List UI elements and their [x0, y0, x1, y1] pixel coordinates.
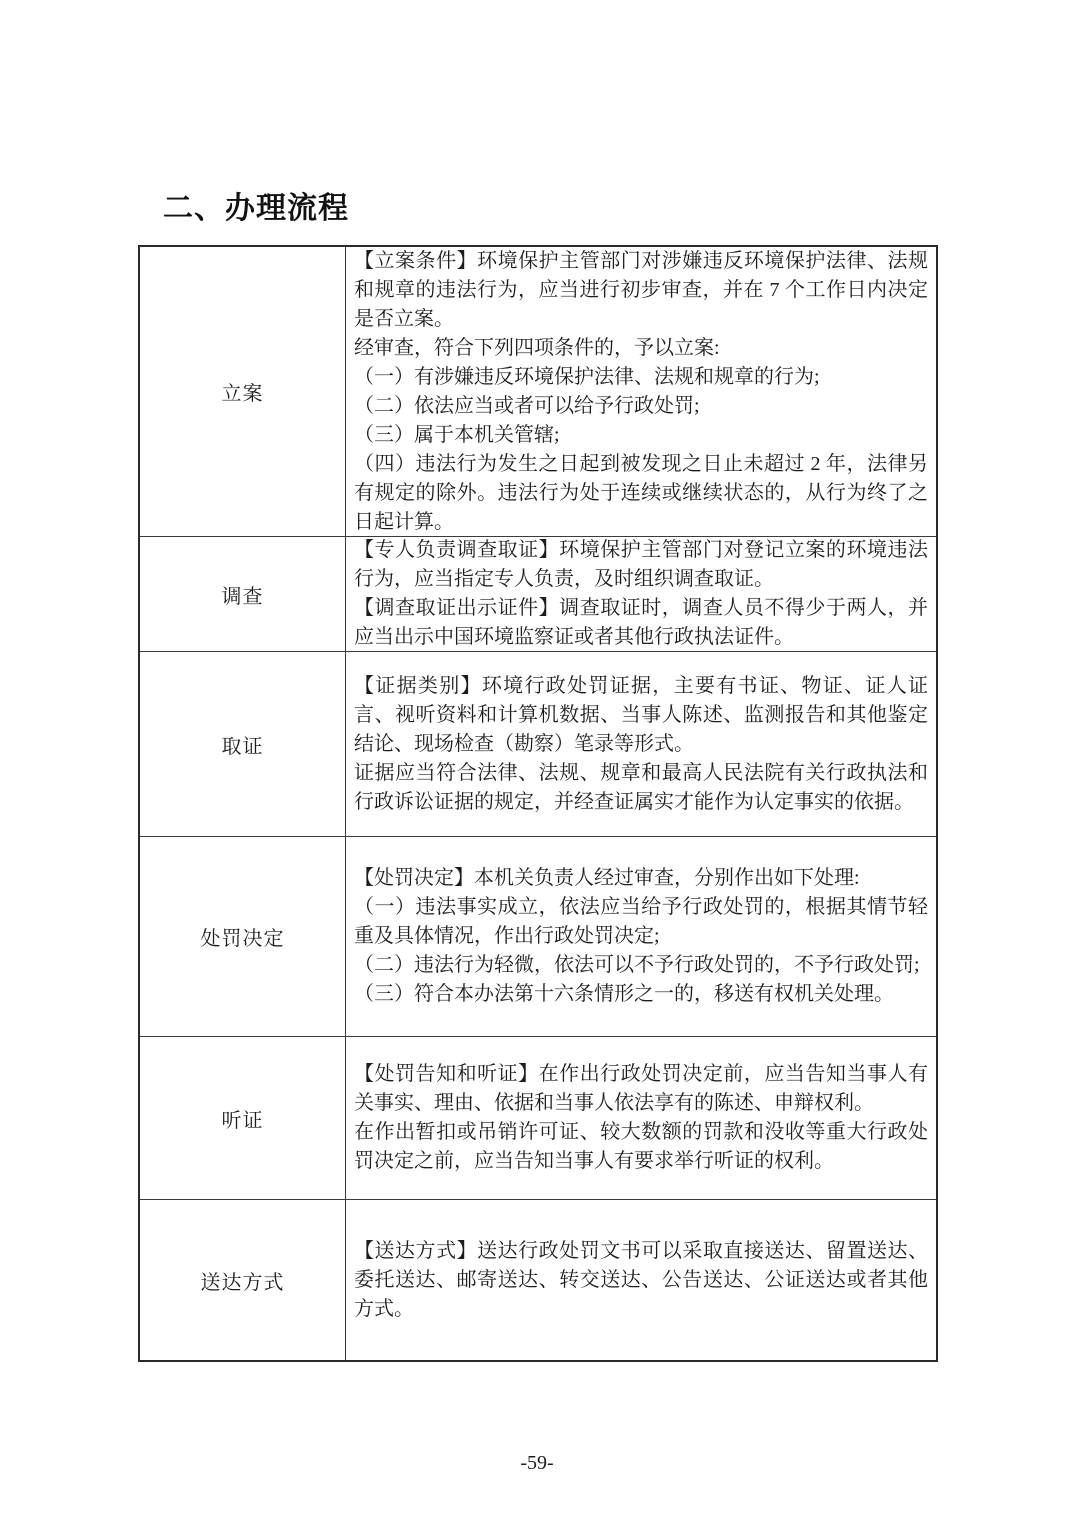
row-label-lian: 立案	[140, 247, 346, 536]
table-row-lian	[140, 247, 936, 537]
paragraph: （一）有涉嫌违反环境保护法律、法规和规章的行为;	[354, 365, 820, 388]
paragraph: （三）符合本办法第十六条情形之一的，移送有权机关处理。	[354, 983, 894, 1005]
paragraph: （二）依法应当或者可以给予行政处罚;	[354, 394, 700, 417]
paragraph: （四）违法行为发生之日起到被发现之日止未超过 2 年，法律另有规定的除外。违法行为处于连续或继续状态的，从行为终了之日起计算。	[354, 452, 928, 533]
row-content-quzheng	[346, 652, 936, 836]
row-label-tingzheng: 听证	[140, 1037, 346, 1199]
row-label-chufa-jueding: 处罚决定	[140, 837, 346, 1036]
paragraph: （一）违法事实成立，依法应当给予行政处罚的，根据其情节轻重及具体情况，作出行政处罚决定;	[354, 896, 928, 947]
paragraph: （三）属于本机关管辖;	[354, 423, 560, 446]
paragraph: 【处罚决定】本机关负责人经过审查，分别作出如下处理:	[354, 867, 860, 889]
paragraph: （二）违法行为轻微，依法可以不予行政处罚的，不予行政处罚;	[354, 954, 920, 976]
table-row-diaocha	[140, 537, 936, 652]
paragraph: 证据应当符合法律、法规、规章和最高人民法院有关行政执法和行政诉讼证据的规定，并经查证属实才能作为认定事实的依据。	[354, 761, 928, 813]
row-content-tingzheng	[346, 1037, 936, 1199]
paragraph: 【调查取证出示证件】调查取证时，调查人员不得少于两人，并应当出示中国环境监察证或者其他行政执法证件。	[354, 597, 928, 648]
section-title: 二、办理流程	[163, 192, 349, 225]
table-row-quzheng	[140, 652, 936, 837]
row-content-lian	[346, 247, 936, 536]
page-number: -59-	[520, 1452, 554, 1474]
table-row-songda-fangshi	[140, 1200, 936, 1360]
paragraph: 【处罚告知和听证】在作出行政处罚决定前，应当告知当事人有关事实、理由、依据和当事人依法享有的陈述、申辩权利。	[354, 1063, 928, 1114]
paragraph: 【立案条件】环境保护主管部门对涉嫌违反环境保护法律、法规和规章的违法行为，应当进行初步审查，并在 7 个工作日内决定是否立案。	[354, 249, 928, 330]
row-content-diaocha	[346, 537, 936, 651]
row-content-songda-fangshi	[346, 1200, 936, 1360]
table-row-tingzheng	[140, 1037, 936, 1200]
row-label-songda-fangshi: 送达方式	[140, 1200, 346, 1360]
row-content-chufa-jueding	[346, 837, 936, 1036]
paragraph: 经审查，符合下列四项条件的，予以立案:	[354, 336, 720, 359]
paragraph: 【证据类别】环境行政处罚证据，主要有书证、物证、证人证言、视听资料和计算机数据、当事人陈述、监测报告和其他鉴定结论、现场检查（勘察）笔录等形式。	[354, 674, 928, 755]
process-flow-table	[138, 245, 938, 1362]
paragraph: 【专人负责调查取证】环境保护主管部门对登记立案的环境违法行为，应当指定专人负责，及时组织调查取证。	[354, 539, 928, 590]
row-label-quzheng: 取证	[140, 652, 346, 836]
paragraph: 【送达方式】送达行政处罚文书可以采取直接送达、留置送达、委托送达、邮寄送达、转交送达、公告送达、公证送达或者其他方式。	[354, 1239, 928, 1320]
paragraph: 在作出暂扣或吊销许可证、较大数额的罚款和没收等重大行政处罚决定之前，应当告知当事人有要求举行听证的权利。	[354, 1121, 928, 1172]
row-label-diaocha: 调查	[140, 537, 346, 651]
table-row-chufa-jueding	[140, 837, 936, 1037]
